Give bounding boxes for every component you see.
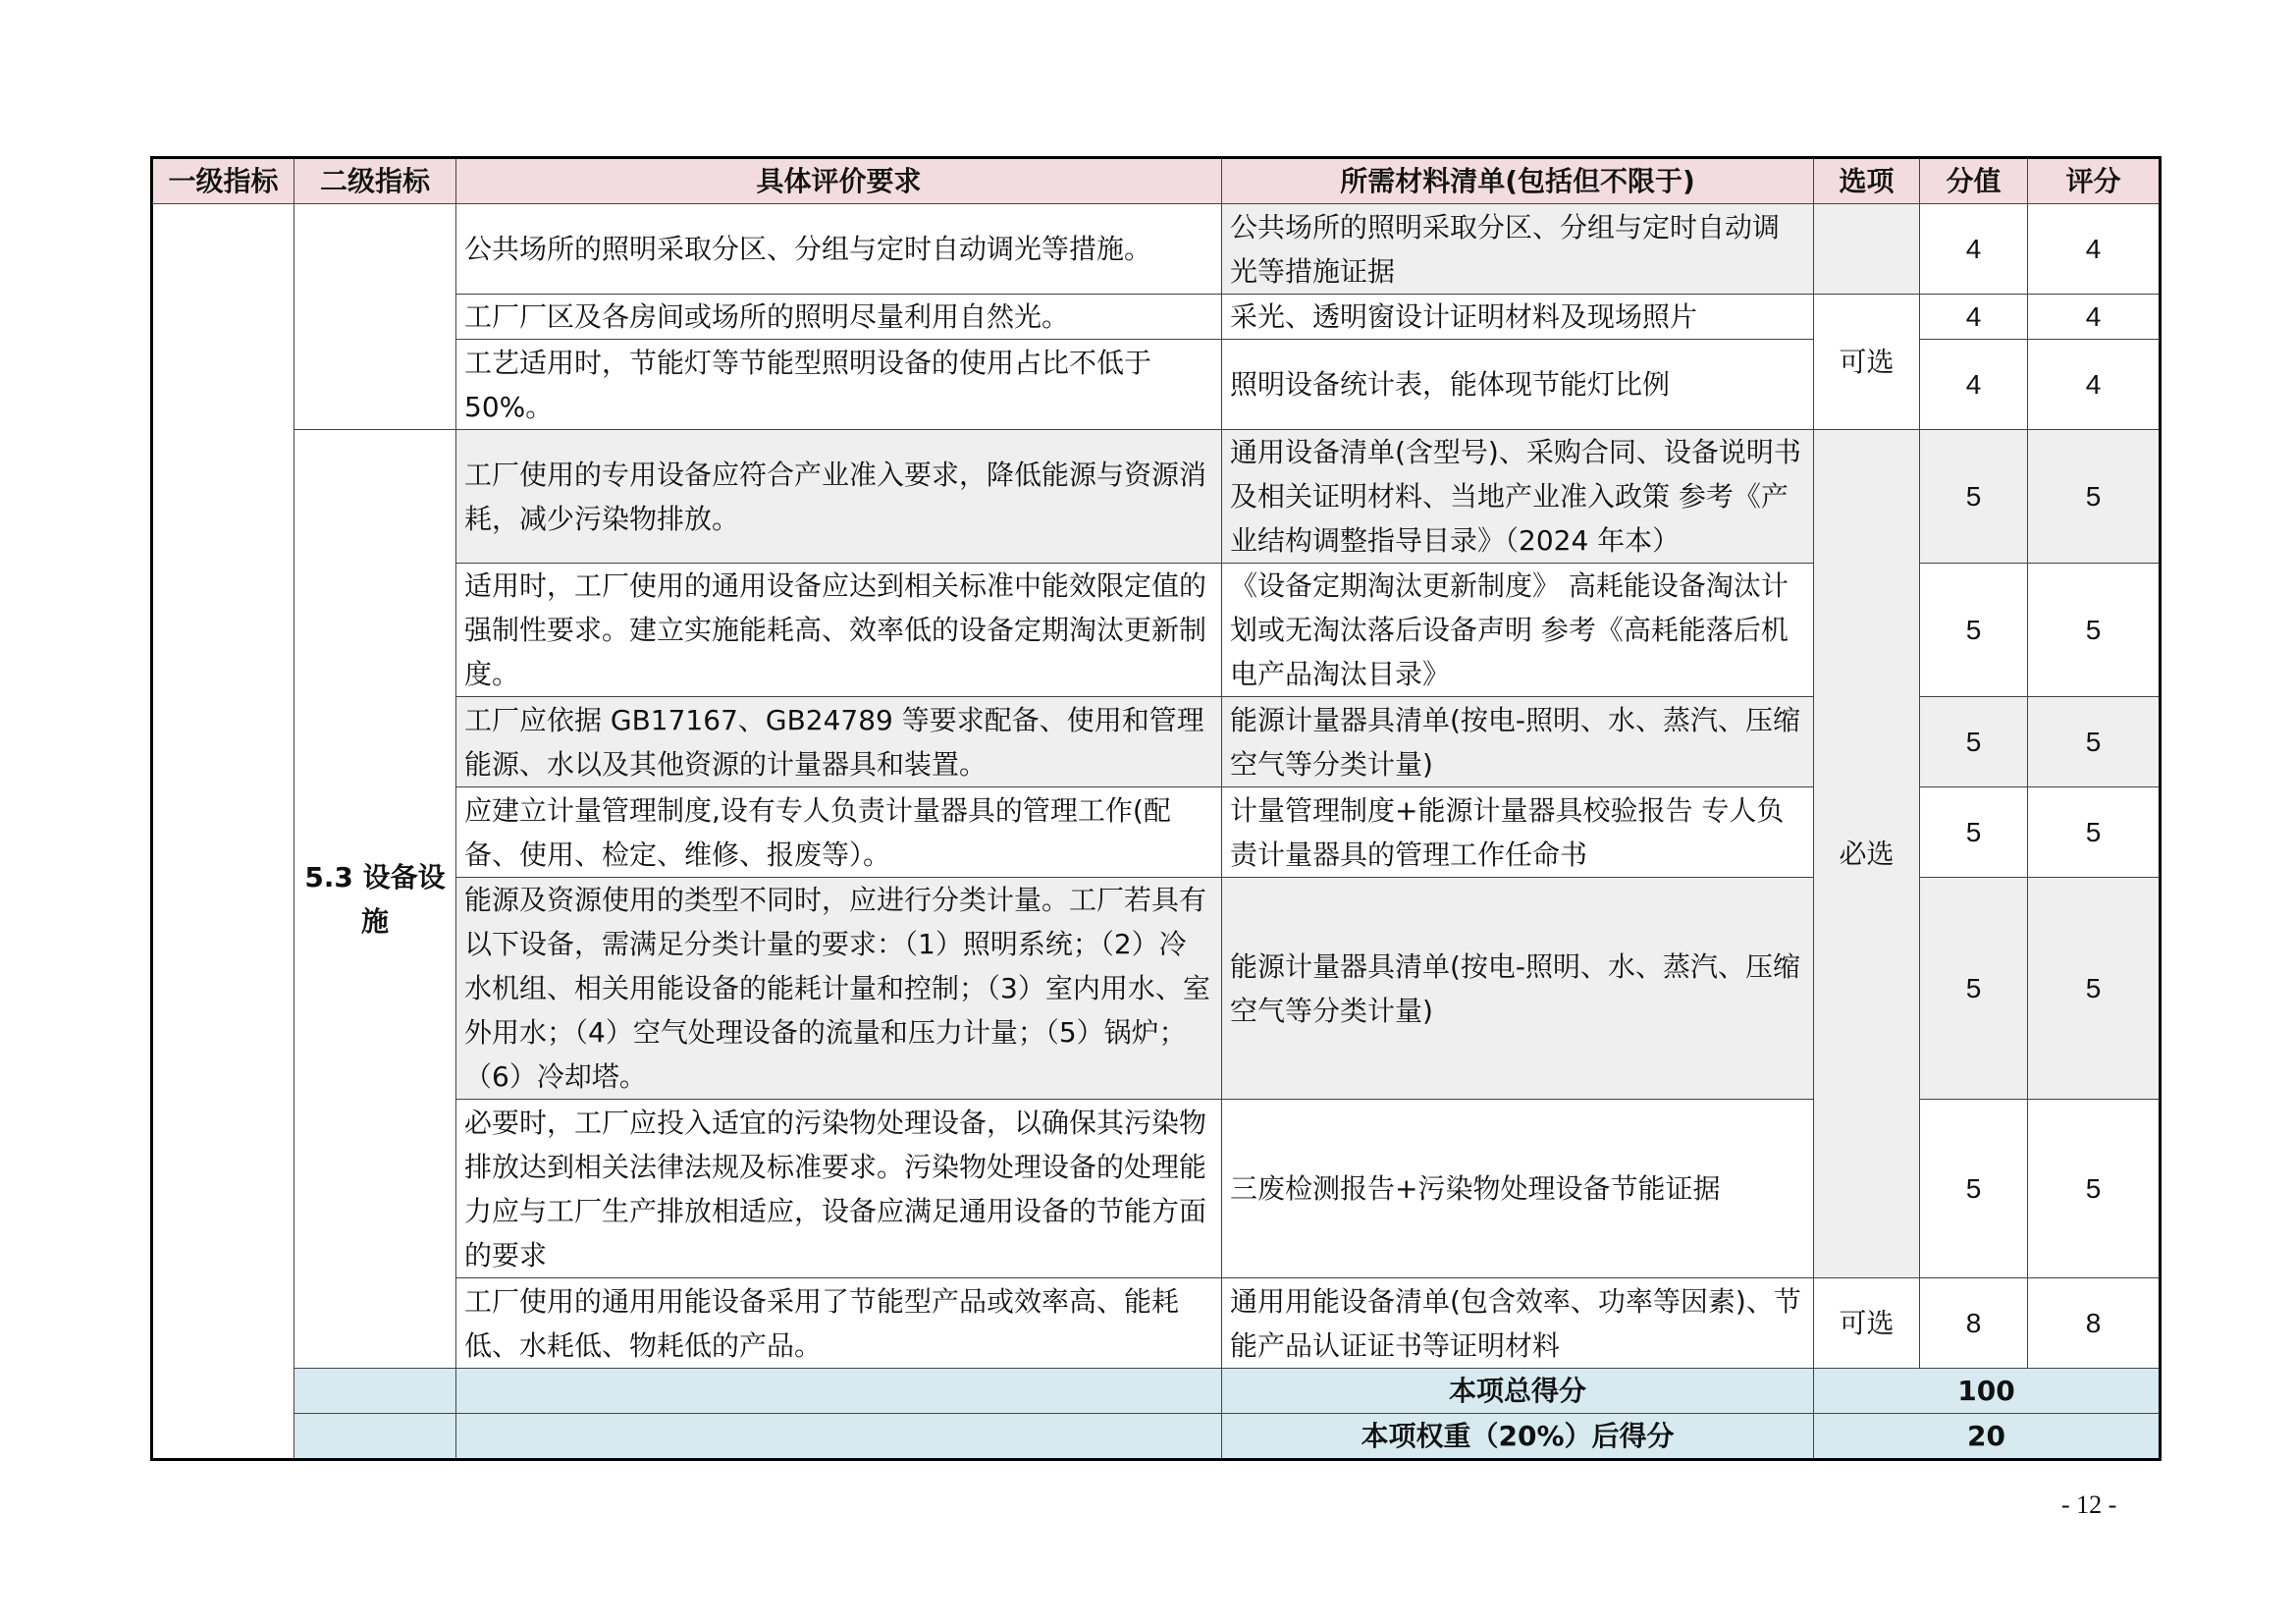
materials-cell: 公共场所的照明采取分区、分组与定时自动调光等措施证据	[1222, 204, 1814, 295]
materials-cell: 三废检测报告+污染物处理设备节能证据	[1222, 1100, 1814, 1278]
option-cell-empty	[1814, 204, 1920, 295]
materials-cell: 能源计量器具清单(按电-照明、水、蒸汽、压缩空气等分类计量)	[1222, 697, 1814, 787]
page-number: - 12 -	[2061, 1490, 2117, 1519]
option-cell: 可选	[1814, 295, 1920, 430]
total-value: 100	[1814, 1369, 2161, 1414]
weighted-row	[152, 1414, 2161, 1460]
value-cell: 5	[1920, 787, 2028, 878]
value-cell: 4	[1920, 295, 2028, 340]
value-cell: 4	[1920, 204, 2028, 295]
header-rating: 评分	[2028, 158, 2161, 204]
score-cell: 4	[2028, 340, 2161, 430]
requirement-cell: 能源及资源使用的类型不同时，应进行分类计量。工厂若具有以下设备，需满足分类计量的要求：（1）照明系统；（2）冷水机组、相关用能设备的能耗计量和控制；（3）室内用水、室外用水；（4）空气处理设备的流量和压力计量；（5）锅炉；（6）冷却塔。	[456, 878, 1222, 1100]
table-row	[152, 430, 2161, 564]
weighted-label: 本项权重（20%）后得分	[1222, 1414, 1814, 1460]
level2-cell-empty	[294, 204, 456, 430]
materials-cell: 能源计量器具清单(按电-照明、水、蒸汽、压缩空气等分类计量)	[1222, 878, 1814, 1100]
requirement-cell: 工厂厂区及各房间或场所的照明尽量利用自然光。	[456, 295, 1222, 340]
materials-cell: 采光、透明窗设计证明材料及现场照片	[1222, 295, 1814, 340]
value-cell: 5	[1920, 697, 2028, 787]
requirement-cell: 工艺适用时，节能灯等节能型照明设备的使用占比不低于50%。	[456, 340, 1222, 430]
score-cell: 5	[2028, 878, 2161, 1100]
score-cell: 5	[2028, 430, 2161, 564]
score-cell: 5	[2028, 787, 2161, 878]
materials-cell: 计量管理制度+能源计量器具校验报告 专人负责计量器具的管理工作任命书	[1222, 787, 1814, 878]
score-cell: 5	[2028, 697, 2161, 787]
value-cell: 5	[1920, 430, 2028, 564]
requirement-cell: 应建立计量管理制度,设有专人负责计量器具的管理工作(配备、使用、检定、维修、报废等）。	[456, 787, 1222, 878]
evaluation-table	[150, 156, 2162, 1461]
option-cell: 可选	[1814, 1278, 1920, 1369]
materials-cell: 通用设备清单(含型号)、采购合同、设备说明书及相关证明材料、当地产业准入政策 参考《产业结构调整指导目录》（2024 年本）	[1222, 430, 1814, 564]
header-requirement: 具体评价要求	[456, 158, 1222, 204]
header-materials: 所需材料清单(包括但不限于)	[1222, 158, 1814, 204]
total-row	[152, 1369, 2161, 1414]
requirement-cell: 适用时，工厂使用的通用设备应达到相关标准中能效限定值的强制性要求。建立实施能耗高、效率低的设备定期淘汰更新制度。	[456, 564, 1222, 697]
requirement-cell: 工厂使用的专用设备应符合产业准入要求，降低能源与资源消耗，减少污染物排放。	[456, 430, 1222, 564]
header-level1: 一级指标	[152, 158, 294, 204]
requirement-cell: 必要时，工厂应投入适宜的污染物处理设备，以确保其污染物排放达到相关法律法规及标准要求。污染物处理设备的处理能力应与工厂生产排放相适应，设备应满足通用设备的节能方面的要求	[456, 1100, 1222, 1278]
score-cell: 4	[2028, 295, 2161, 340]
header-option: 选项	[1814, 158, 1920, 204]
requirement-cell: 工厂应依据 GB17167、GB24789 等要求配备、使用和管理能源、水以及其他资源的计量器具和装置。	[456, 697, 1222, 787]
table-row	[152, 204, 2161, 295]
value-cell: 4	[1920, 340, 2028, 430]
total-label: 本项总得分	[1222, 1369, 1814, 1414]
header-score-value: 分值	[1920, 158, 2028, 204]
score-cell: 5	[2028, 1100, 2161, 1278]
value-cell: 5	[1920, 1100, 2028, 1278]
materials-cell: 《设备定期淘汰更新制度》 高耗能设备淘汰计划或无淘汰落后设备声明 参考《高耗能落后机电产品淘汰目录》	[1222, 564, 1814, 697]
requirement-cell: 公共场所的照明采取分区、分组与定时自动调光等措施。	[456, 204, 1222, 295]
total-empty-cell	[294, 1369, 456, 1414]
weighted-empty-cell	[456, 1414, 1222, 1460]
header-level2: 二级指标	[294, 158, 456, 204]
value-cell: 5	[1920, 878, 2028, 1100]
value-cell: 8	[1920, 1278, 2028, 1369]
requirement-cell: 工厂使用的通用用能设备采用了节能型产品或效率高、能耗低、水耗低、物耗低的产品。	[456, 1278, 1222, 1369]
option-cell: 必选	[1814, 430, 1920, 1278]
weighted-value: 20	[1814, 1414, 2161, 1460]
score-cell: 8	[2028, 1278, 2161, 1369]
score-cell: 4	[2028, 204, 2161, 295]
level1-cell	[152, 204, 294, 1460]
score-cell: 5	[2028, 564, 2161, 697]
total-empty-cell	[456, 1369, 1222, 1414]
materials-cell: 通用用能设备清单(包含效率、功率等因素)、节能产品认证证书等证明材料	[1222, 1278, 1814, 1369]
value-cell: 5	[1920, 564, 2028, 697]
category-cell: 5.3 设备设施	[294, 430, 456, 1369]
weighted-empty-cell	[294, 1414, 456, 1460]
materials-cell: 照明设备统计表，能体现节能灯比例	[1222, 340, 1814, 430]
